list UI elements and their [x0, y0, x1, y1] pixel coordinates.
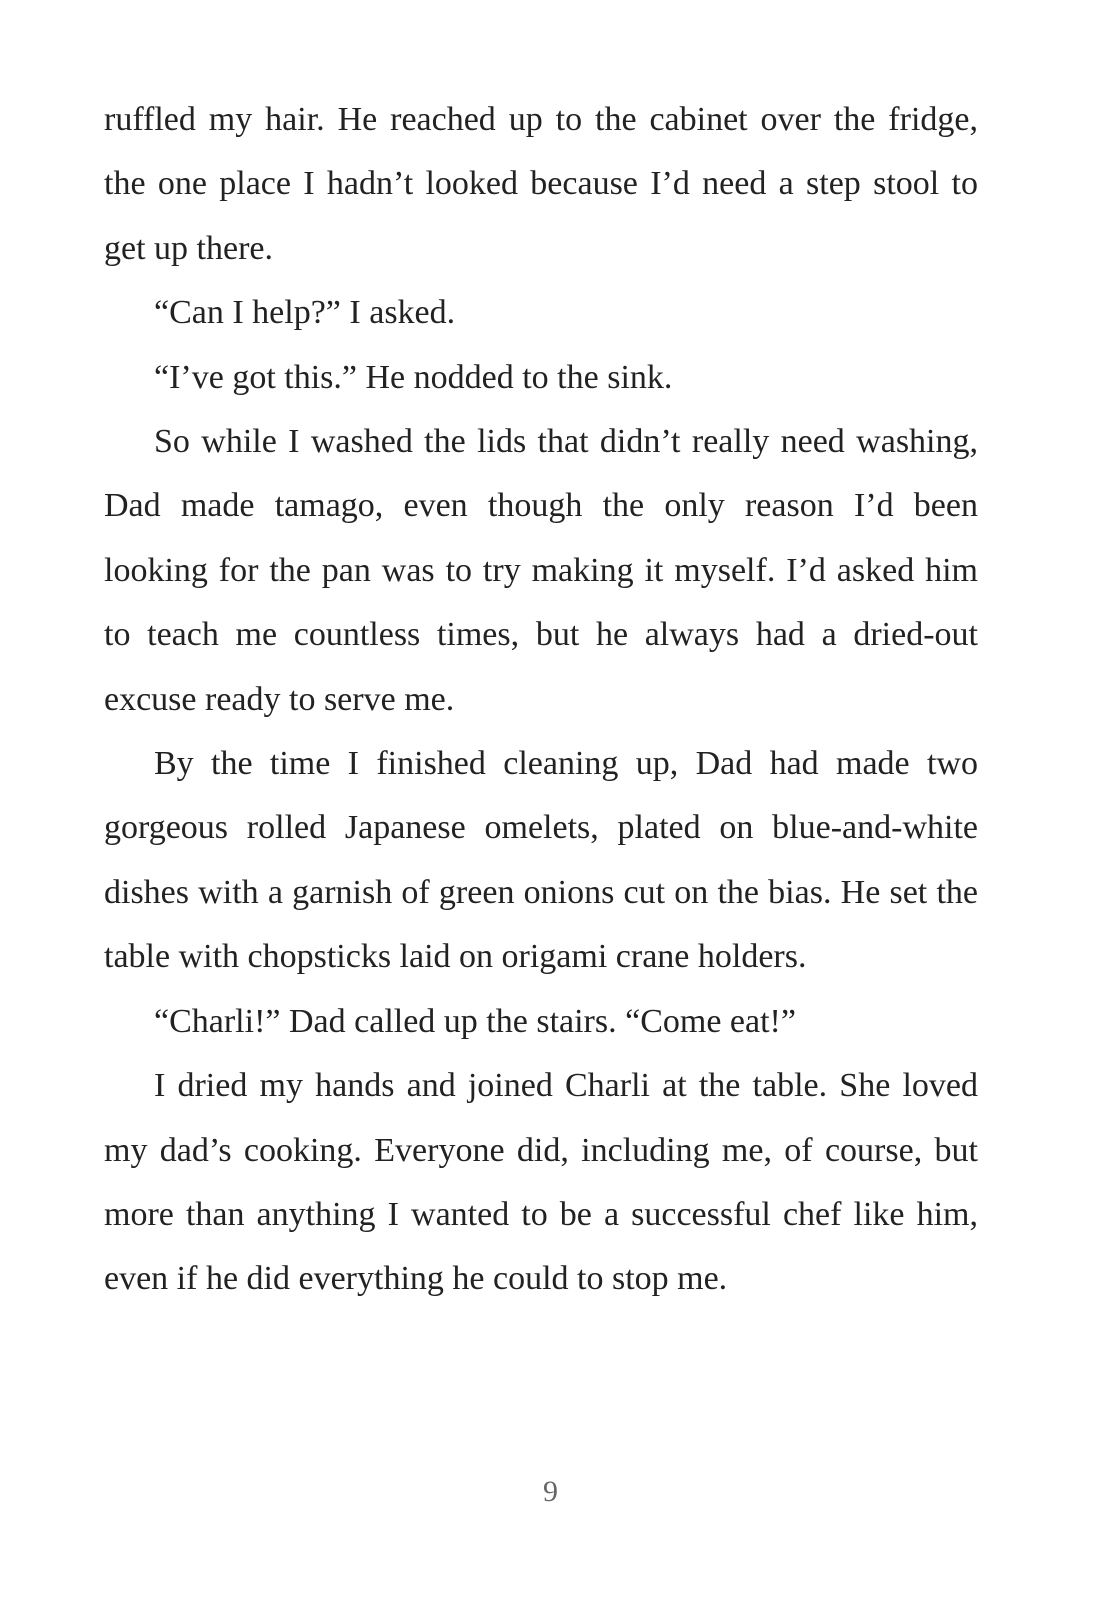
paragraph: By the time I finished cleaning up, Dad had made two gorgeous rolled Japanese omelets, plated on blue-and-white dishes with a garnish of green onions cut on the bias. He set the table with chopsticks laid on origami crane holders.: [104, 745, 978, 976]
page-number: 9: [543, 1475, 558, 1508]
paragraph: “Can I help?” I asked.: [154, 294, 456, 332]
paragraph-continued: ruffled my hair. He reached up to the cabinet over the fridge, the one place I hadn’t looked because I’d need a step stool to get up there.: [104, 101, 978, 267]
paragraph: “Charli!” Dad called up the stairs. “Come eat!”: [154, 1002, 796, 1040]
body-text: [104, 88, 978, 1312]
paragraph: “I’ve got this.” He nodded to the sink.: [154, 358, 673, 396]
paragraph: So while I washed the lids that didn’t really need washing, Dad made tamago, even though the only reason I’d been looking for the pan was to try making it myself. I’d asked him to teach me countless times, but he always had a dried-out excuse ready to serve me.: [104, 423, 978, 718]
paragraph: I dried my hands and joined Charli at the table. She loved my dad’s cooking. Everyone did, including me, of course, but more than anything I wanted to be a successful chef like him, even if he did everything he could to stop me.: [104, 1067, 978, 1298]
